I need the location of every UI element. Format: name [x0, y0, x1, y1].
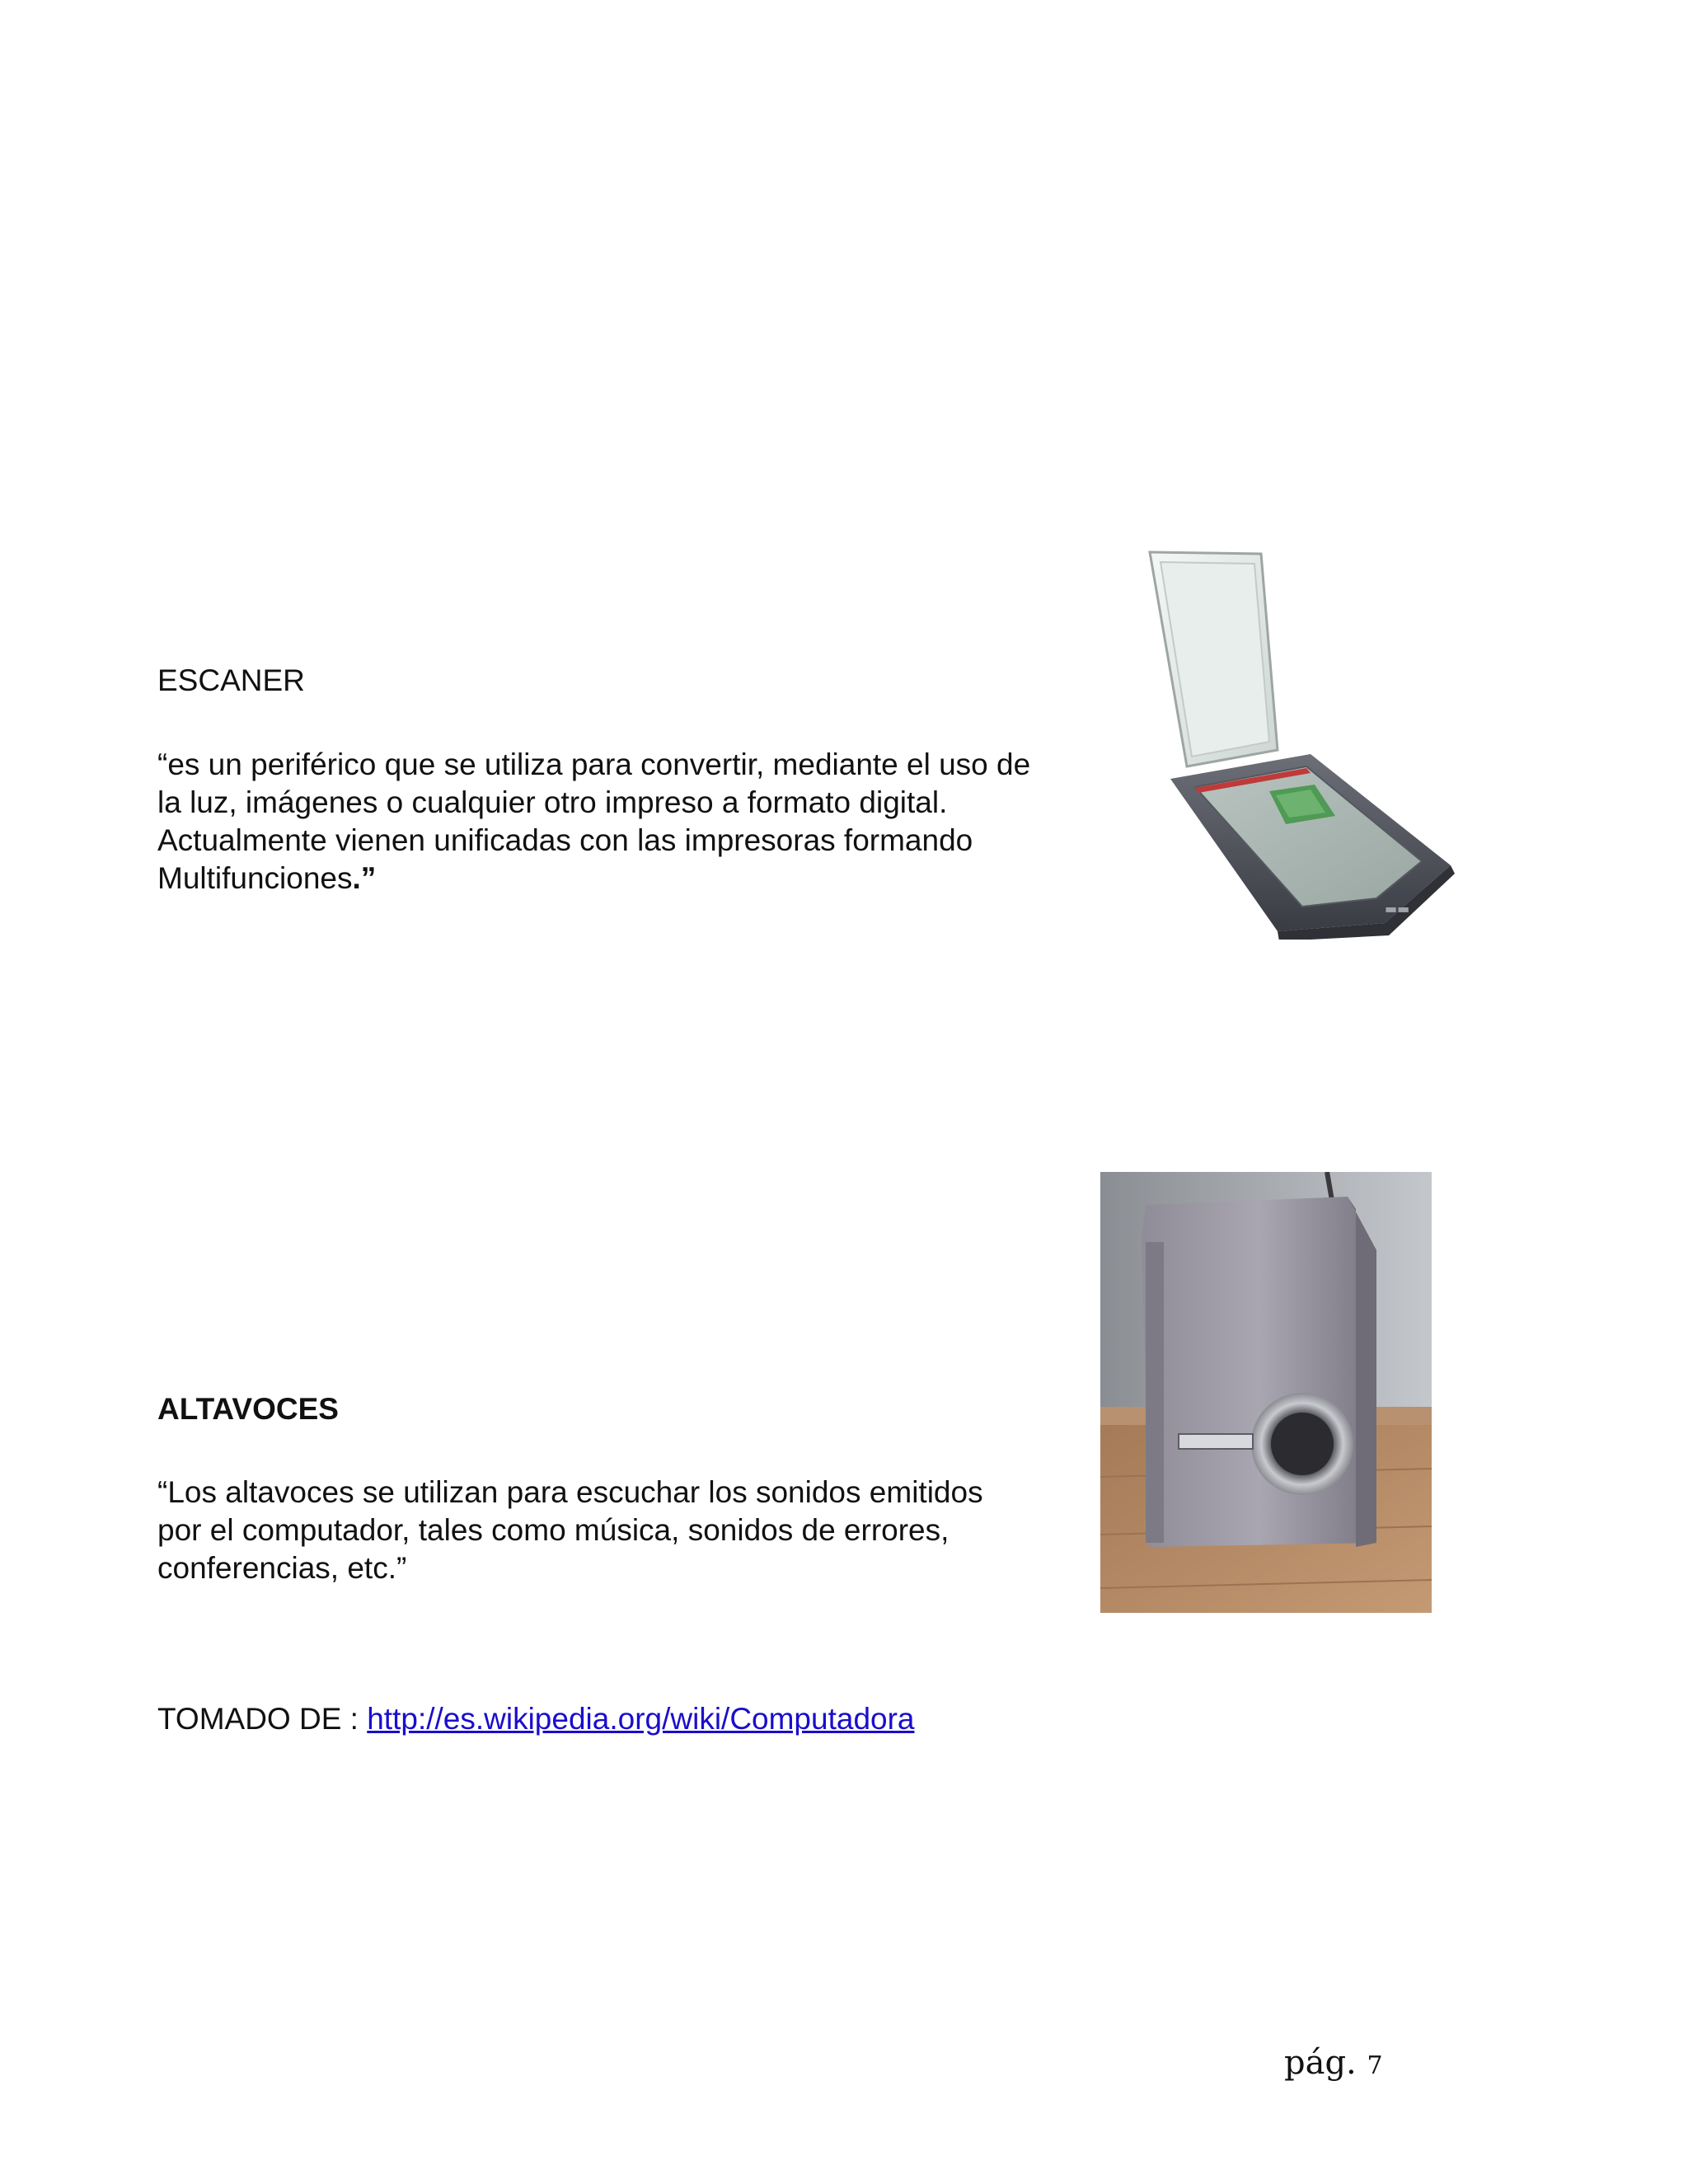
quote-end: .” [352, 861, 377, 895]
scanner-image [1137, 544, 1467, 940]
page-number-value: 7 [1367, 2051, 1383, 2080]
section-heading-altavoces: ALTAVOCES [157, 1392, 339, 1426]
page-number [1284, 2044, 1383, 2082]
page-label: pág. [1284, 2044, 1357, 2082]
body-line: conferencias, etc.” [157, 1551, 407, 1585]
body-line [157, 860, 1130, 898]
body-line: “es un periférico que se utiliza para convertir, mediante el uso de [157, 748, 1031, 781]
body-last-line: Multifunciones [157, 861, 353, 895]
section-body-escaner [157, 746, 1130, 898]
speaker-image [1100, 1172, 1432, 1613]
source-label: TOMADO DE : [157, 1702, 368, 1736]
source-line [157, 1700, 915, 1738]
svg-text:▬▬: ▬▬ [1385, 901, 1410, 916]
section-body-altavoces [157, 1474, 1130, 1587]
source-link[interactable]: http://es.wikipedia.org/wiki/Computadora [367, 1702, 915, 1736]
body-line: “Los altavoces se utilizan para escuchar los sonidos emitidos [157, 1475, 983, 1509]
body-line: la luz, imágenes o cualquier otro impreso a formato digital. [157, 785, 948, 819]
body-line: por el computador, tales como música, sonidos de errores, [157, 1513, 950, 1547]
body-line: Actualmente vienen unificadas con las impresoras formando [157, 823, 973, 857]
section-heading-escaner: ESCANER [157, 663, 305, 697]
